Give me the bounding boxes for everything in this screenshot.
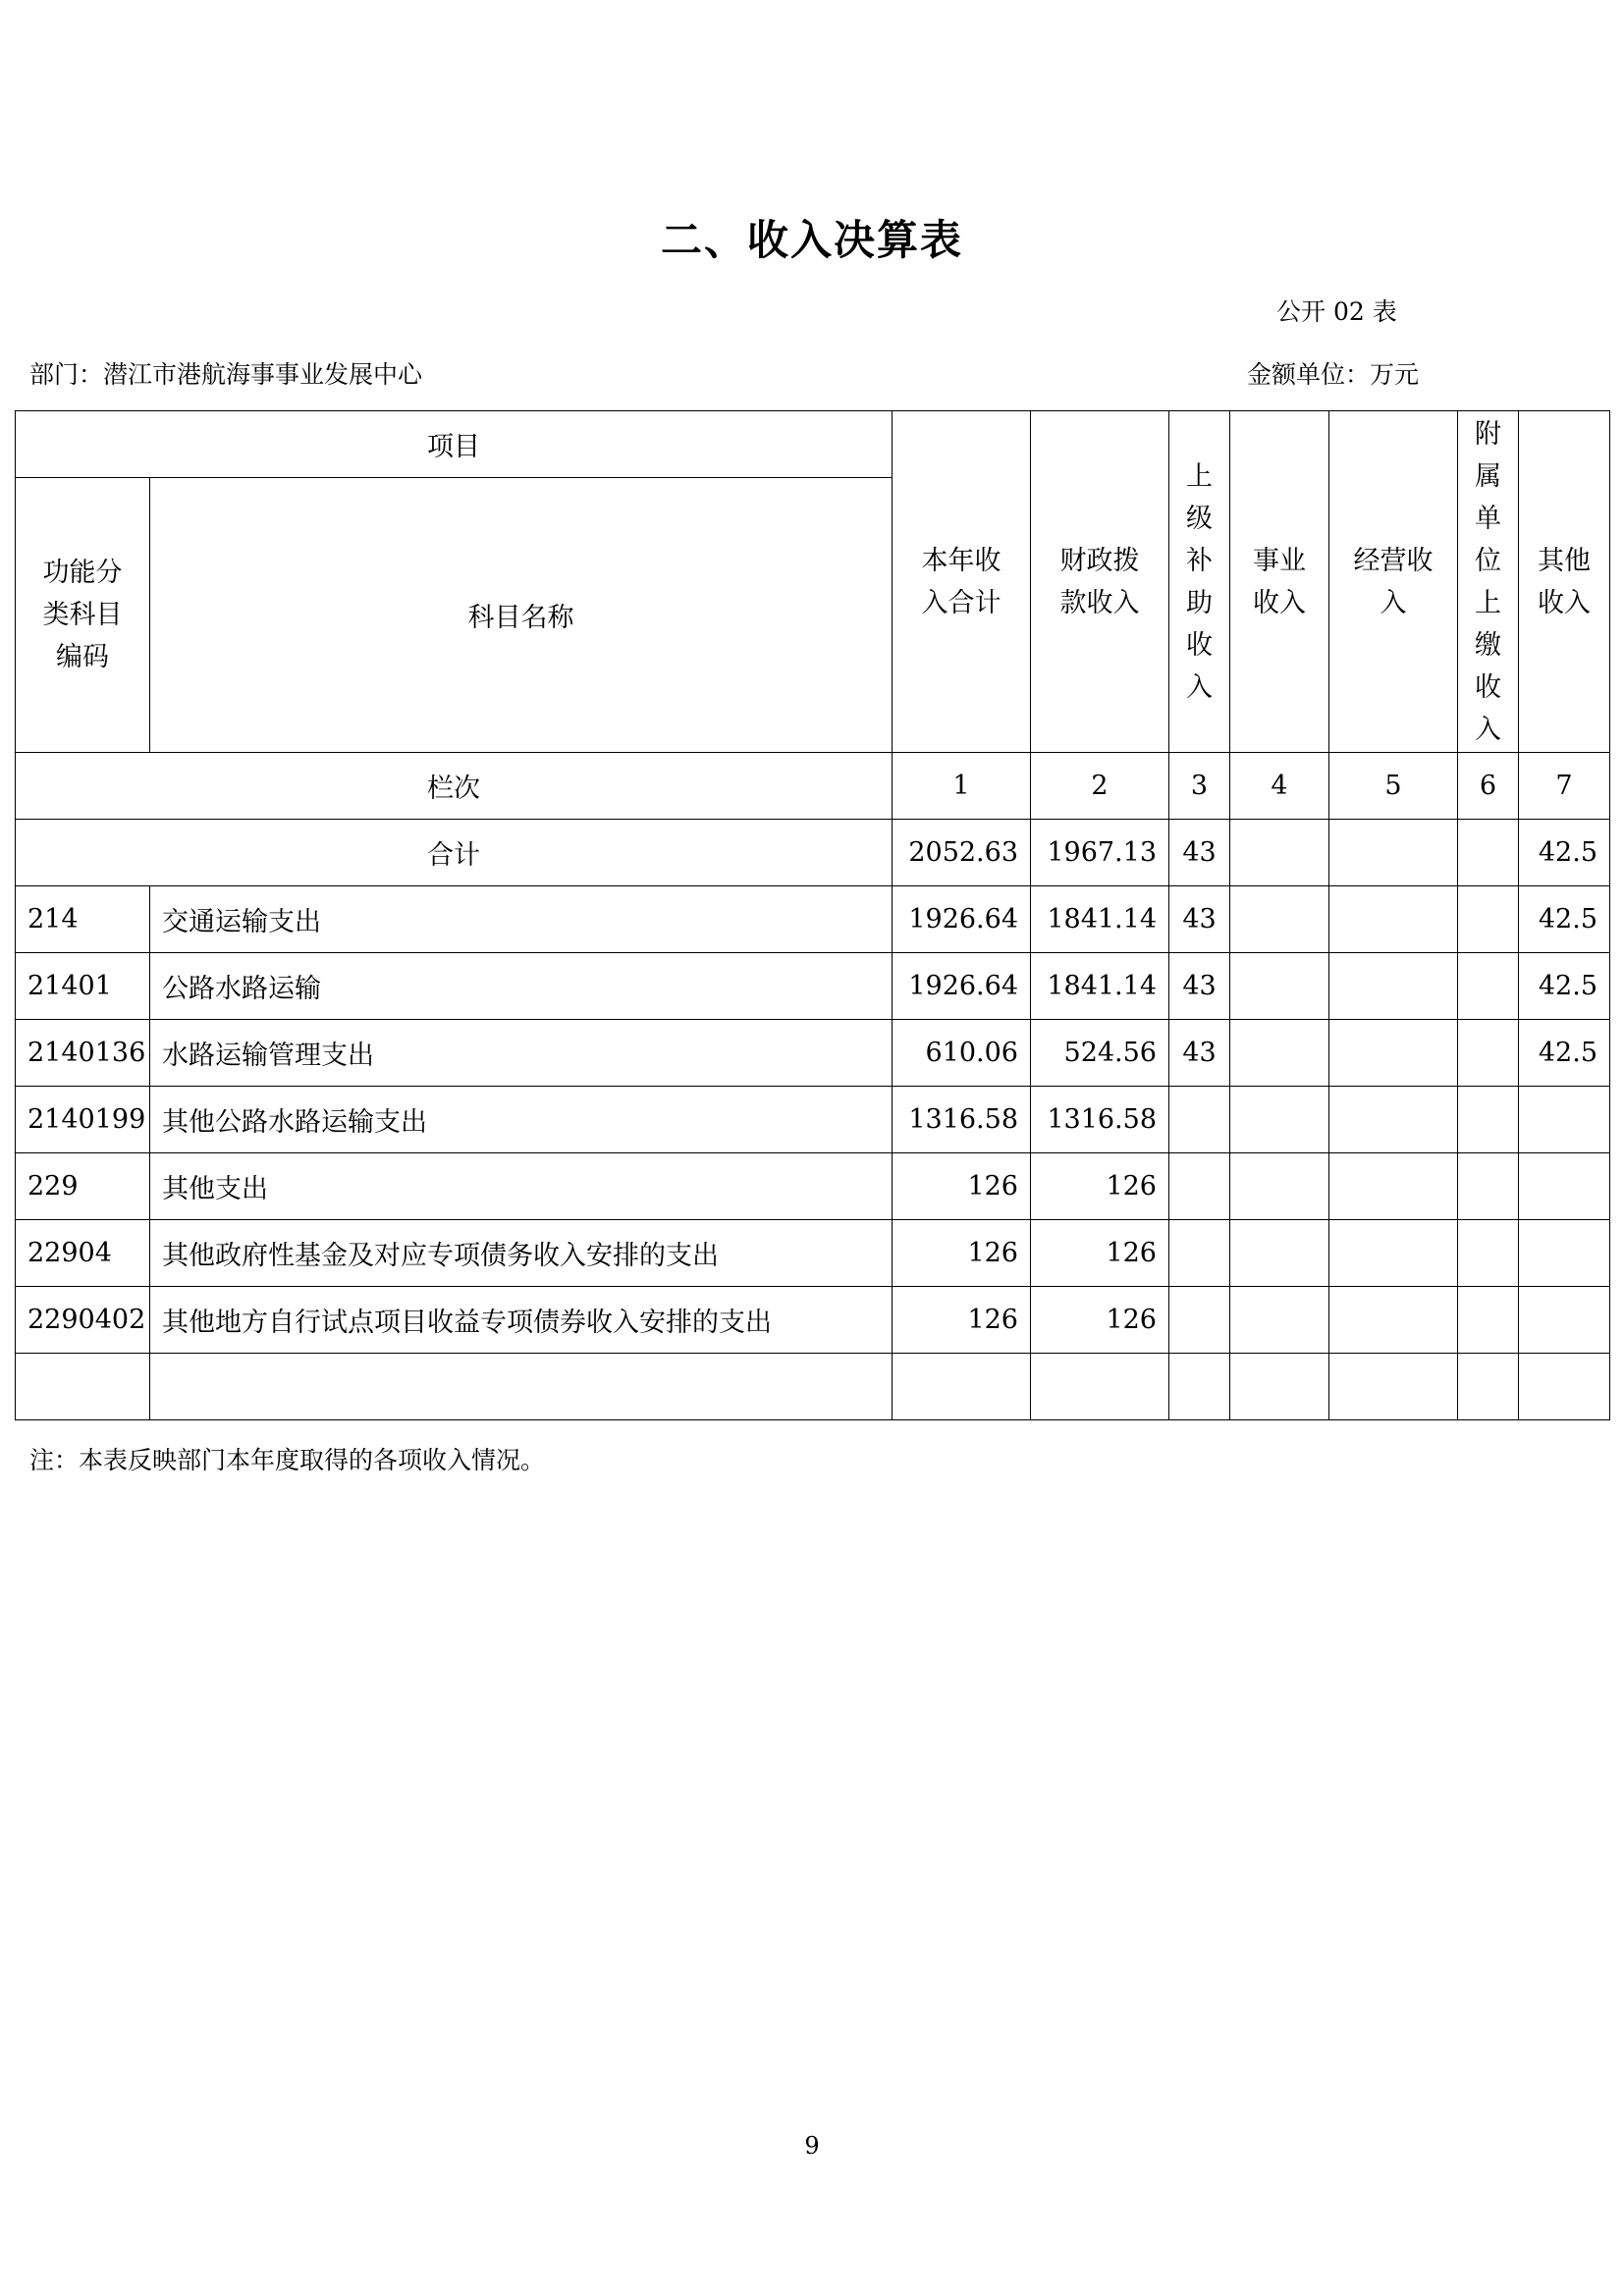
column-number: 3 — [1169, 753, 1230, 820]
row-cell: 1926.64 — [893, 886, 1031, 953]
row-cell — [1519, 1287, 1610, 1354]
row-cell — [1169, 1153, 1230, 1220]
row-code: 214 — [16, 886, 150, 953]
row-cell: 1316.58 — [893, 1087, 1031, 1153]
row-cell — [1329, 1220, 1458, 1287]
row-cell: 1926.64 — [893, 953, 1031, 1020]
row-cell — [1329, 1354, 1458, 1420]
row-cell: 42.5 — [1519, 886, 1610, 953]
row-cell — [1169, 1220, 1230, 1287]
header-col2: 财政拨 款收入 — [1031, 411, 1169, 753]
table-row — [16, 1153, 1610, 1220]
total-cell — [1458, 820, 1519, 886]
row-cell — [1329, 1153, 1458, 1220]
row-cell — [1458, 1153, 1519, 1220]
row-name: 其他政府性基金及对应专项债务收入安排的支出 — [150, 1220, 893, 1287]
row-code: 2140199 — [16, 1087, 150, 1153]
row-cell — [1169, 1287, 1230, 1354]
row-cell — [1458, 1220, 1519, 1287]
column-number: 1 — [893, 753, 1031, 820]
row-cell — [893, 1354, 1031, 1420]
row-cell — [1519, 1087, 1610, 1153]
row-cell — [1329, 1020, 1458, 1087]
row-cell — [1329, 953, 1458, 1020]
row-cell: 43 — [1169, 1020, 1230, 1087]
row-cell — [1458, 953, 1519, 1020]
table-row — [16, 886, 1610, 953]
column-number: 5 — [1329, 753, 1458, 820]
row-cell: 126 — [1031, 1153, 1169, 1220]
row-code: 2290402 — [16, 1287, 150, 1354]
header-col5: 经营收 入 — [1329, 411, 1458, 753]
header-col3: 上 级 补 助 收 入 — [1169, 411, 1230, 753]
row-code: 2140136 — [16, 1020, 150, 1087]
row-cell — [1458, 1354, 1519, 1420]
row-cell — [1169, 1087, 1230, 1153]
department-label: 部门：潜江市港航海事事业发展中心 — [29, 360, 423, 389]
row-cell — [1230, 886, 1329, 953]
row-cell: 1841.14 — [1031, 953, 1169, 1020]
row-cell — [1230, 1153, 1329, 1220]
row-cell — [1230, 1354, 1329, 1420]
row-cell: 126 — [1031, 1220, 1169, 1287]
row-cell — [1458, 886, 1519, 953]
row-name: 其他支出 — [150, 1153, 893, 1220]
unit-label: 金额单位：万元 — [1247, 360, 1420, 389]
total-cell: 1967.13 — [1031, 820, 1169, 886]
table-row — [16, 1220, 1610, 1287]
header-col4: 事业 收入 — [1230, 411, 1329, 753]
row-name — [150, 1354, 893, 1420]
column-row-label: 栏次 — [16, 753, 893, 820]
total-row — [16, 820, 1610, 886]
row-name: 公路水路运输 — [150, 953, 893, 1020]
row-name: 水路运输管理支出 — [150, 1020, 893, 1087]
row-name: 其他地方自行试点项目收益专项债券收入安排的支出 — [150, 1287, 893, 1354]
row-cell: 43 — [1169, 886, 1230, 953]
row-code — [16, 1354, 150, 1420]
table-row — [16, 1020, 1610, 1087]
total-label: 合计 — [16, 820, 893, 886]
row-cell — [1031, 1354, 1169, 1420]
column-number: 6 — [1458, 753, 1519, 820]
header-project: 项目 — [16, 411, 893, 478]
table-row — [16, 1354, 1610, 1420]
column-number: 4 — [1230, 753, 1329, 820]
header-col1: 本年收 入合计 — [893, 411, 1031, 753]
row-cell — [1458, 1287, 1519, 1354]
row-cell: 610.06 — [893, 1020, 1031, 1087]
page-title: 二、收入决算表 — [660, 216, 963, 264]
row-cell: 43 — [1169, 953, 1230, 1020]
table-row — [16, 953, 1610, 1020]
row-cell: 42.5 — [1519, 1020, 1610, 1087]
total-cell: 2052.63 — [893, 820, 1031, 886]
row-cell: 126 — [1031, 1287, 1169, 1354]
row-cell — [1230, 1087, 1329, 1153]
row-cell — [1169, 1354, 1230, 1420]
row-cell: 1316.58 — [1031, 1087, 1169, 1153]
total-cell: 42.5 — [1519, 820, 1610, 886]
row-cell: 126 — [893, 1220, 1031, 1287]
row-cell: 524.56 — [1031, 1020, 1169, 1087]
income-table — [15, 410, 1610, 1420]
form-code: 公开 02 表 — [1276, 297, 1397, 326]
row-cell: 42.5 — [1519, 953, 1610, 1020]
header-code: 功能分 类科目 编码 — [16, 478, 150, 753]
row-cell — [1519, 1153, 1610, 1220]
column-number: 2 — [1031, 753, 1169, 820]
row-cell — [1329, 886, 1458, 953]
total-cell: 43 — [1169, 820, 1230, 886]
column-number: 7 — [1519, 753, 1610, 820]
header-col7: 其他 收入 — [1519, 411, 1610, 753]
header-col6: 附 属 单 位 上 缴 收 入 — [1458, 411, 1519, 753]
row-cell — [1230, 1287, 1329, 1354]
table-row — [16, 1287, 1610, 1354]
table-row — [16, 1087, 1610, 1153]
total-cell — [1329, 820, 1458, 886]
column-number-row — [16, 753, 1610, 820]
page-number: 9 — [804, 2132, 820, 2160]
row-cell — [1230, 1020, 1329, 1087]
row-name: 其他公路水路运输支出 — [150, 1087, 893, 1153]
row-cell — [1458, 1020, 1519, 1087]
row-cell — [1329, 1287, 1458, 1354]
header-name: 科目名称 — [150, 478, 893, 753]
row-name: 交通运输支出 — [150, 886, 893, 953]
row-cell: 1841.14 — [1031, 886, 1169, 953]
row-cell — [1329, 1087, 1458, 1153]
table-note: 注：本表反映部门本年度取得的各项收入情况。 — [29, 1446, 546, 1474]
row-cell — [1519, 1220, 1610, 1287]
row-cell — [1230, 953, 1329, 1020]
row-cell — [1230, 1220, 1329, 1287]
row-cell — [1519, 1354, 1610, 1420]
row-cell: 126 — [893, 1287, 1031, 1354]
row-cell — [1458, 1087, 1519, 1153]
row-code: 22904 — [16, 1220, 150, 1287]
row-cell: 126 — [893, 1153, 1031, 1220]
total-cell — [1230, 820, 1329, 886]
row-code: 21401 — [16, 953, 150, 1020]
row-code: 229 — [16, 1153, 150, 1220]
